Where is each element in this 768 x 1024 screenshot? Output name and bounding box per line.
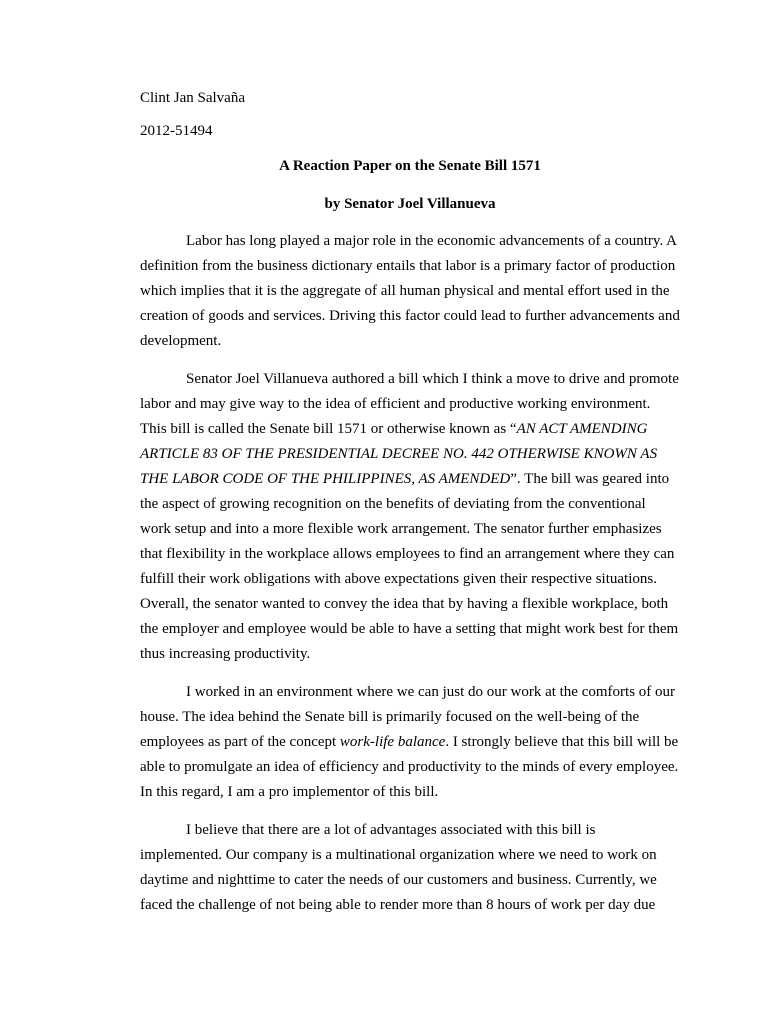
work-life-balance-term: work-life balance xyxy=(339,734,446,750)
document-title: A Reaction Paper on the Senate Bill 1571 xyxy=(279,158,541,174)
paragraph-2-text-before: Senator Joel Villanueva authored a bill which I think a move to drive and promote labor and may give way to the idea of efficient and productive working environment. This bill is called the Senate bill 1571 or otherwise known as “ xyxy=(140,371,679,437)
paragraph-2 xyxy=(140,367,680,667)
paragraph-3-text-after: . I strongly believe that this bill will be able to promulgate an idea of efficiency and productivity to the minds of every employee. In this regard, I am a pro implementor of this bill. xyxy=(140,734,679,800)
paragraph-1: Labor has long played a major role in the economic advancements of a country. A definition from the business dictionary entails that labor is a primary factor of production which implies that it is the aggregate of all human physical and mental effort used in the creation of goods and services. Driving this factor could lead to further advancements and development. xyxy=(140,233,680,349)
bill-full-title: AN ACT AMENDING ARTICLE 83 OF THE PRESIDENTIAL DECREE NO. 442 OTHERWISE KNOWN AS THE LABOR CODE OF THE PHILIPPINES, AS AMENDED xyxy=(140,421,658,487)
author-name: Clint Jan Salvaña xyxy=(140,90,245,106)
student-id: 2012-51494 xyxy=(140,123,213,139)
document-subtitle: by Senator Joel Villanueva xyxy=(324,196,496,212)
paragraph-3 xyxy=(140,680,680,805)
paragraph-2-text-after: ”. The bill was geared into the aspect of growing recognition on the benefits of deviating from the conventional work setup and into a more flexible work arrangement. The senator further emphasizes that flexibility in the workplace allows employees to find an arrangement where they can fulfill their work obligations with above expectations given their respective situations. Overall, the senator wanted to convey the idea that by having a flexible workplace, both the employer and employee would be able to have a setting that might work best for them thus increasing productivity. xyxy=(140,471,679,662)
document-body xyxy=(140,86,680,931)
paragraph-4: I believe that there are a lot of advantages associated with this bill is implemented. Our company is a multinational organization where we need to work on daytime and nighttime to cater the needs of our customers and business. Currently, we faced the challenge of not being able to render more than 8 hours of work per day due xyxy=(140,822,657,913)
paragraph-3-text-before: I worked in an environment where we can just do our work at the comforts of our house. The idea behind the Senate bill is primarily focused on the well-being of the employees as part of the concept xyxy=(140,684,676,750)
